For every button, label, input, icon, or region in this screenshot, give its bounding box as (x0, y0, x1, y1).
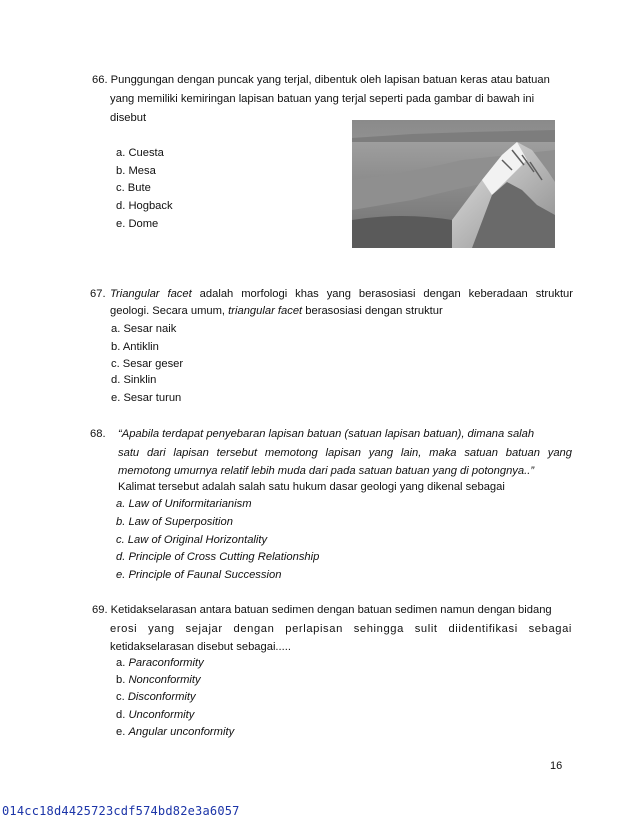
q69-option-a-term: Paraconformity (128, 657, 204, 669)
q68-line-3: memotong umurnya relatif lebih muda dari pada satuan batuan yang di potongnya..” (118, 465, 535, 477)
q69-option-e-letter: e. (116, 726, 126, 738)
q69-line-2: erosi yang sejajar dengan perlapisan sehingga sulit diidentifikasi sebagai (110, 623, 572, 635)
q66-option-e: e. Dome (116, 218, 159, 230)
q67-line-2 (110, 304, 443, 319)
q69-option-a-letter: a. (116, 657, 126, 669)
q66-line-1: 66. Punggungan dengan puncak yang terjal, dibentuk oleh lapisan batuan keras atau batuan (92, 74, 550, 86)
q67-term-triangular-facet: Triangular facet (110, 288, 192, 300)
page-number: 16 (550, 760, 563, 772)
q69-option-d (116, 708, 194, 723)
q67-line-2-a: geologi. Secara umum, (110, 305, 226, 317)
q69-option-d-letter: d. (116, 709, 126, 721)
q66-line-3: disebut (110, 112, 147, 124)
q69-option-b (116, 673, 201, 688)
q68-line-1: “Apabila terdapat penyebaran lapisan batuan (satuan lapisan batuan), dimana salah (118, 428, 535, 440)
q68-option-c: c. Law of Original Horizontality (116, 534, 268, 546)
q66-option-c: c. Bute (116, 182, 151, 194)
q69-line-1: 69. Ketidakselarasan antara batuan sedimen dengan batuan sedimen namun dengan bidang (92, 604, 552, 616)
q67-option-a: a. Sesar naik (111, 323, 177, 335)
q67-option-b: b. Antiklin (111, 341, 159, 353)
q68-line-2: satu dari lapisan tersebut memotong lapisan yang lain, maka satuan batuan yang (118, 447, 572, 459)
q68-number: 68. (90, 428, 106, 440)
q67-option-e: e. Sesar turun (111, 392, 182, 404)
q66-line-2: yang memiliki kemiringan lapisan batuan yang terjal seperti pada gambar di bawah ini (110, 93, 535, 105)
q67-line-2-b: berasosiasi dengan struktur (305, 305, 443, 317)
q67-number: 67. (90, 288, 106, 300)
q67-line-1-rest: adalah morfologi khas yang berasosiasi dengan keberadaan struktur (199, 288, 574, 300)
q67-line-1 (110, 287, 573, 302)
q69-option-a (116, 656, 204, 671)
q67-option-d: d. Sinklin (111, 374, 157, 386)
q69-option-c (116, 690, 196, 705)
q69-line-3: ketidakselarasan disebut sebagai..... (110, 641, 291, 653)
q69-option-d-term: Unconformity (128, 709, 195, 721)
q68-option-d: d. Principle of Cross Cutting Relationship (116, 551, 320, 563)
q68-option-b: b. Law of Superposition (116, 516, 233, 528)
q68-line-4: Kalimat tersebut adalah salah satu hukum dasar geologi yang dikenal sebagai (118, 481, 505, 493)
q68-option-a: a. Law of Uniformitarianism (116, 498, 252, 510)
q67-term-triangular-facet-2: triangular facet (228, 305, 303, 317)
q69-option-b-letter: b. (116, 674, 126, 686)
q69-option-b-term: Nonconformity (128, 674, 201, 686)
q69-option-e-term: Angular unconformity (128, 726, 235, 738)
q69-option-c-term: Disconformity (127, 691, 196, 703)
q69-option-e (116, 725, 234, 740)
q66-option-a: a. Cuesta (116, 147, 164, 159)
document-hash: 014cc18d4425723cdf574bd82e3a6057 (2, 804, 240, 818)
q66-option-d: d. Hogback (116, 200, 173, 212)
hogback-photo (352, 120, 555, 248)
q66-option-b: b. Mesa (116, 165, 156, 177)
q68-option-e: e. Principle of Faunal Succession (116, 569, 282, 581)
q67-option-c: c. Sesar geser (111, 358, 184, 370)
q69-option-c-letter: c. (116, 691, 125, 703)
